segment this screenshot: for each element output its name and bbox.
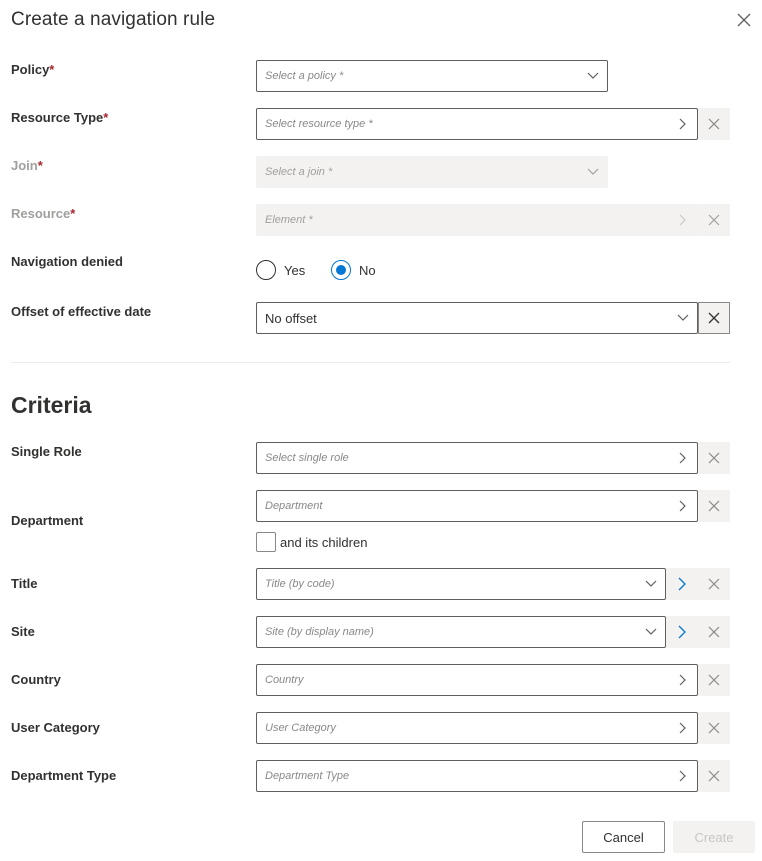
single-role-label: Single Role [11,444,82,459]
resource-type-label: Resource Type* [11,110,109,125]
clear-department-type-button[interactable] [698,760,730,792]
clear-offset-button[interactable] [698,302,730,334]
chevron-down-icon [643,576,659,592]
chevron-right-icon[interactable] [675,720,691,736]
user-category-label: User Category [11,720,100,735]
site-placeholder: Site (by display name) [265,626,374,638]
resource-type-placeholder: Select resource type * [265,118,373,130]
chevron-right-icon[interactable] [675,672,691,688]
chevron-down-icon [585,164,601,180]
close-icon [708,312,720,324]
clear-site-button[interactable] [698,616,730,648]
country-picker[interactable] [256,664,698,696]
clear-title-button[interactable] [698,568,730,600]
clear-department-button[interactable] [698,490,730,522]
close-icon [708,674,720,686]
site-dropdown[interactable] [256,616,666,648]
radio-no-label: No [359,262,376,278]
clear-resource-type-button[interactable] [698,108,730,140]
single-role-picker[interactable] [256,442,698,474]
close-button[interactable] [734,10,754,30]
cancel-button[interactable]: Cancel [582,821,665,853]
user-category-placeholder: User Category [265,722,336,734]
title-navigate-button[interactable] [666,568,698,600]
radio-circle-selected[interactable] [331,260,351,280]
close-icon [708,626,720,638]
title-placeholder: Title (by code) [265,578,335,590]
chevron-down-icon [675,310,691,326]
department-type-placeholder: Department Type [265,770,350,782]
close-icon [708,722,720,734]
resource-placeholder: Element * [265,214,313,226]
close-icon [708,118,720,130]
single-role-placeholder: Select single role [265,452,349,464]
user-category-picker[interactable] [256,712,698,744]
navigation-denied-label: Navigation denied [11,254,123,269]
create-button[interactable]: Create [673,821,755,853]
chevron-right-icon[interactable] [675,498,691,514]
offset-value: No offset [265,310,317,326]
join-placeholder: Select a join * [265,166,333,178]
department-label: Department [11,513,84,528]
chevron-right-icon [675,212,691,228]
department-placeholder: Department [265,500,323,512]
chevron-right-icon [678,577,686,591]
chevron-right-icon[interactable] [675,768,691,784]
policy-dropdown[interactable] [256,60,608,92]
department-type-label: Department Type [11,768,117,783]
resource-picker [256,204,698,236]
include-children-label: and its children [280,534,368,550]
resource-type-picker[interactable] [256,108,698,140]
close-icon[interactable] [737,13,751,27]
site-label: Site [11,624,35,639]
chevron-down-icon [585,68,601,84]
department-picker[interactable] [256,490,698,522]
policy-label: Policy* [11,62,55,77]
country-placeholder: Country [265,674,304,686]
offset-label: Offset of effective date [11,304,152,319]
chevron-right-icon[interactable] [675,116,691,132]
close-icon [708,452,720,464]
radio-yes[interactable] [256,260,305,280]
offset-dropdown[interactable] [256,302,698,334]
clear-resource-button [698,204,730,236]
dialog-title: Create a navigation rule [11,9,216,30]
chevron-right-icon[interactable] [675,450,691,466]
clear-user-category-button[interactable] [698,712,730,744]
radio-circle[interactable] [256,260,276,280]
department-type-picker[interactable] [256,760,698,792]
close-icon [708,214,720,226]
close-icon [708,578,720,590]
section-divider [11,362,730,363]
criteria-heading: Criteria [11,392,92,418]
radio-yes-label: Yes [284,262,306,278]
join-label: Join* [11,158,43,173]
country-label: Country [11,672,61,687]
title-label: Title [11,576,38,591]
close-icon [708,500,720,512]
checkbox-box[interactable] [256,532,276,552]
policy-placeholder: Select a policy * [265,70,344,82]
include-children-checkbox[interactable] [256,532,367,552]
radio-no[interactable] [331,260,376,280]
clear-single-role-button[interactable] [698,442,730,474]
site-navigate-button[interactable] [666,616,698,648]
chevron-right-icon [678,625,686,639]
title-dropdown[interactable] [256,568,666,600]
resource-label: Resource* [11,206,76,221]
close-icon [708,770,720,782]
clear-country-button[interactable] [698,664,730,696]
chevron-down-icon [643,624,659,640]
join-dropdown [256,156,608,188]
